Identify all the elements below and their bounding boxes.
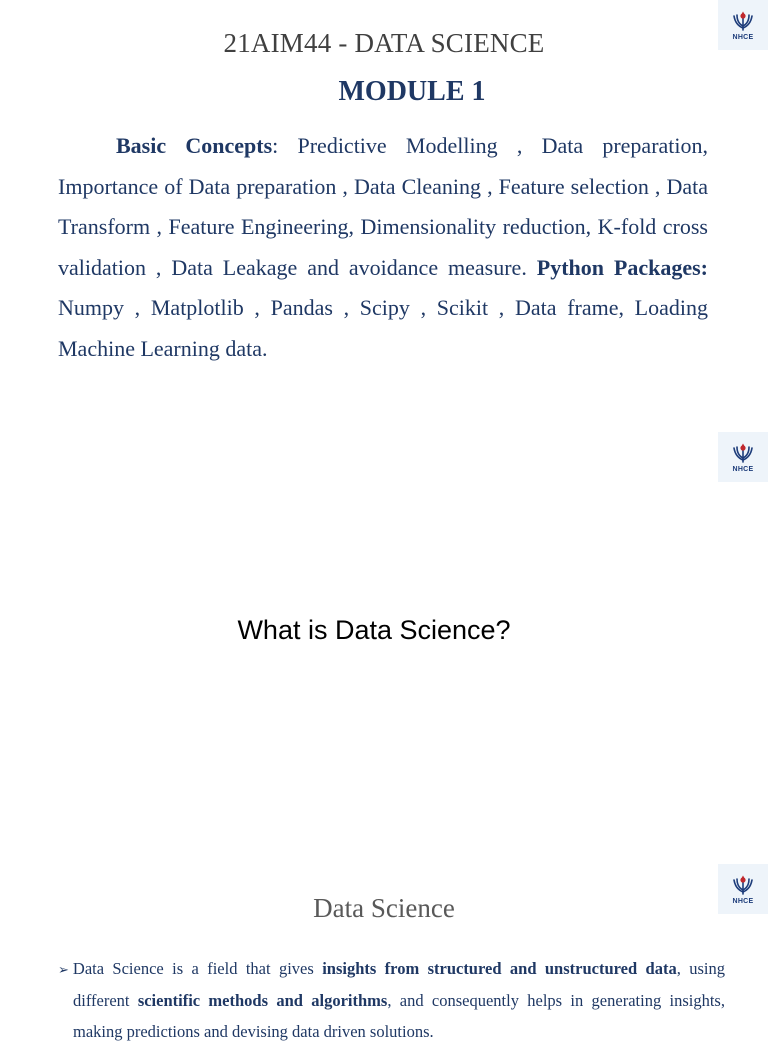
slide-2 bbox=[0, 432, 768, 852]
arrow-bullet-icon: ➢ bbox=[58, 962, 69, 977]
logo-label: NHCE bbox=[732, 33, 754, 41]
syllabus-paragraph bbox=[58, 126, 708, 369]
college-logo bbox=[718, 432, 768, 482]
python-packages-text: Numpy , Matplotlib , Pandas , Scipy , Scikit , Data frame, Loading Machine Learning data. bbox=[58, 295, 708, 361]
basic-concepts-label: Basic Concepts bbox=[116, 133, 273, 158]
python-packages-label: Python Packages: bbox=[536, 254, 709, 280]
module-title: MODULE 1 bbox=[338, 76, 486, 107]
bullet-text-3: , and consequently helps in generating insights, making predictions and devising data driven solutions. bbox=[73, 991, 725, 1041]
basic-concepts-text: : Predictive Modelling , Data preparation, Importance of Data preparation , Data Cleaning , Feature selection , Data Transform , Feature Engineering, Dimensionality reduction, K-fold cross validation , Data Leakage and avoidance measure. bbox=[58, 133, 709, 280]
bullet-item bbox=[58, 953, 725, 1047]
bullet-bold-2: scientific methods and algorithms bbox=[137, 991, 388, 1010]
logo-label: NHCE bbox=[732, 465, 754, 473]
slide-3 bbox=[0, 864, 768, 1041]
slide-1 bbox=[0, 0, 768, 420]
section-title: Data Science bbox=[313, 893, 455, 923]
question-heading: What is Data Science? bbox=[237, 615, 511, 645]
logo-label: NHCE bbox=[732, 897, 754, 905]
emblem-icon bbox=[728, 442, 758, 466]
course-title: 21AIM44 - DATA SCIENCE bbox=[223, 28, 545, 58]
bullet-text-1: Data Science is a field that gives bbox=[72, 959, 323, 978]
bullet-bold-1: insights from structured and unstructured data bbox=[322, 959, 677, 978]
bullet-text-2: , using different bbox=[73, 959, 725, 1010]
